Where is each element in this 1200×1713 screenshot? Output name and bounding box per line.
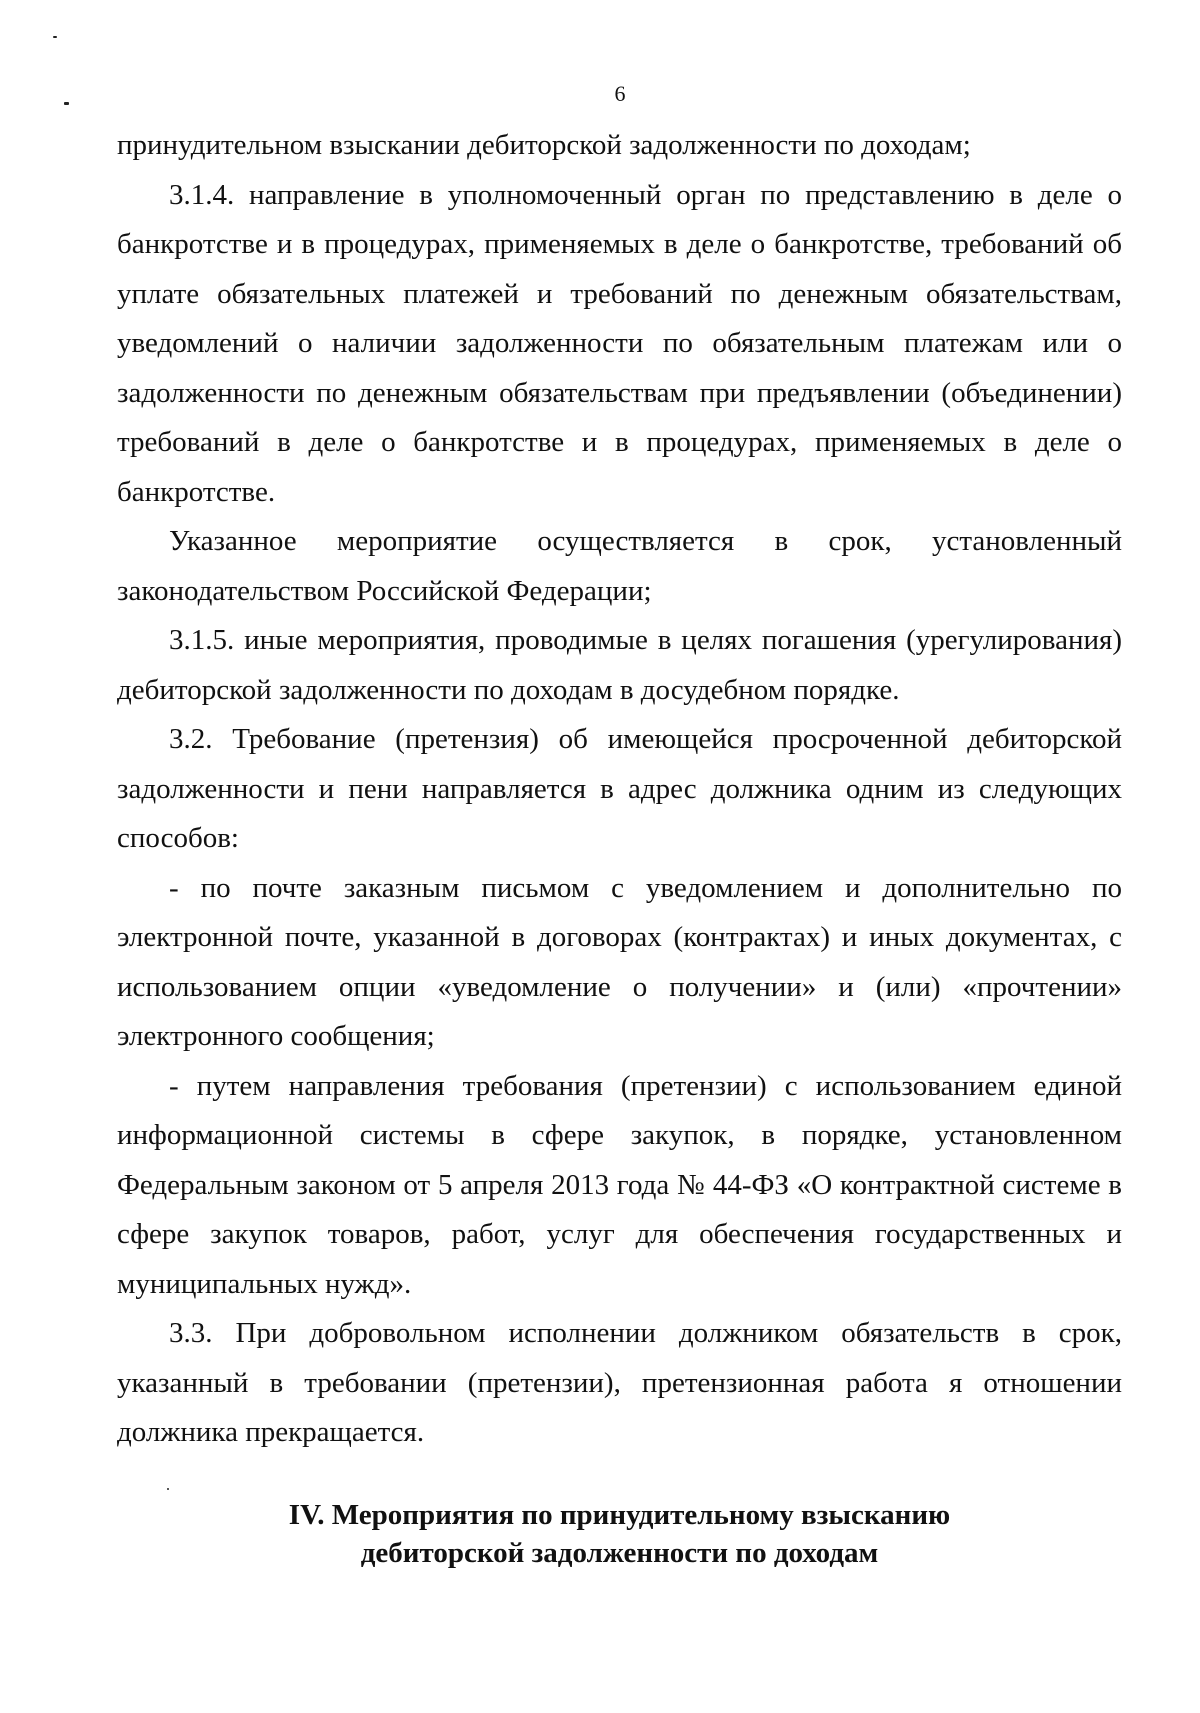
paragraph: 3.1.4. направление в уполномоченный орган по представлению в деле о банкротстве и в процедурах, применяемых в деле о банкротстве, требований об уплате обязательных платежей и требований по денежным обязательствам, уведомлений о наличии задолженности по обязательным платежам или о задолженности по денежным обязательствам при предъявлении (объединении) требований в деле о банкротстве и в процедурах, применяемых в деле о банкротстве. (117, 178, 1122, 508)
list-item: - по почте заказным письмом с уведомлением и дополнительно по электронной почте, указанной в договорах (контрактах) и иных документах, с использованием опции «уведомление о получении» и (или) «прочтении» электронного сообщения; (117, 871, 1122, 1052)
list-item: - путем направления требования (претензии) с использованием единой информационной системы в сфере закупок, в порядке, установленном Федеральным законом от 5 апреля 2013 года № 44-ФЗ «О контрактной системе в сфере закупок товаров, работ, услуг для обеспечения государственных и муниципальных нужд». (117, 1069, 1122, 1300)
section-heading (117, 1496, 1122, 1572)
paragraph: принудительном взыскании дебиторской задолженности по доходам; (117, 129, 971, 161)
paragraph: 3.2. Требование (претензия) об имеющейся просроченной дебиторской задолженности и пени направляется в адрес должника одним из следующих способов: (117, 723, 1122, 854)
section-heading-line: дебиторской задолженности по доходам (360, 1537, 879, 1569)
section-heading-line: IV. Мероприятия по принудительному взысканию (288, 1499, 951, 1531)
page-number: 6 (614, 81, 626, 106)
scan-speck (53, 36, 57, 38)
scan-speck (167, 1488, 169, 1490)
paragraph: Указанное мероприятие осуществляется в срок, установленный законодательством Российской Федерации; (117, 525, 1122, 607)
paragraph: 3.3. При добровольном исполнении должником обязательств в срок, указанный в требовании (претензии), претензионная работа я отношении должника прекращается. (117, 1317, 1122, 1448)
paragraph: 3.1.5. иные мероприятия, проводимые в целях погашения (урегулирования) дебиторской задолженности по доходам в досудебном порядке. (117, 624, 1122, 706)
body-text (117, 121, 1122, 1458)
